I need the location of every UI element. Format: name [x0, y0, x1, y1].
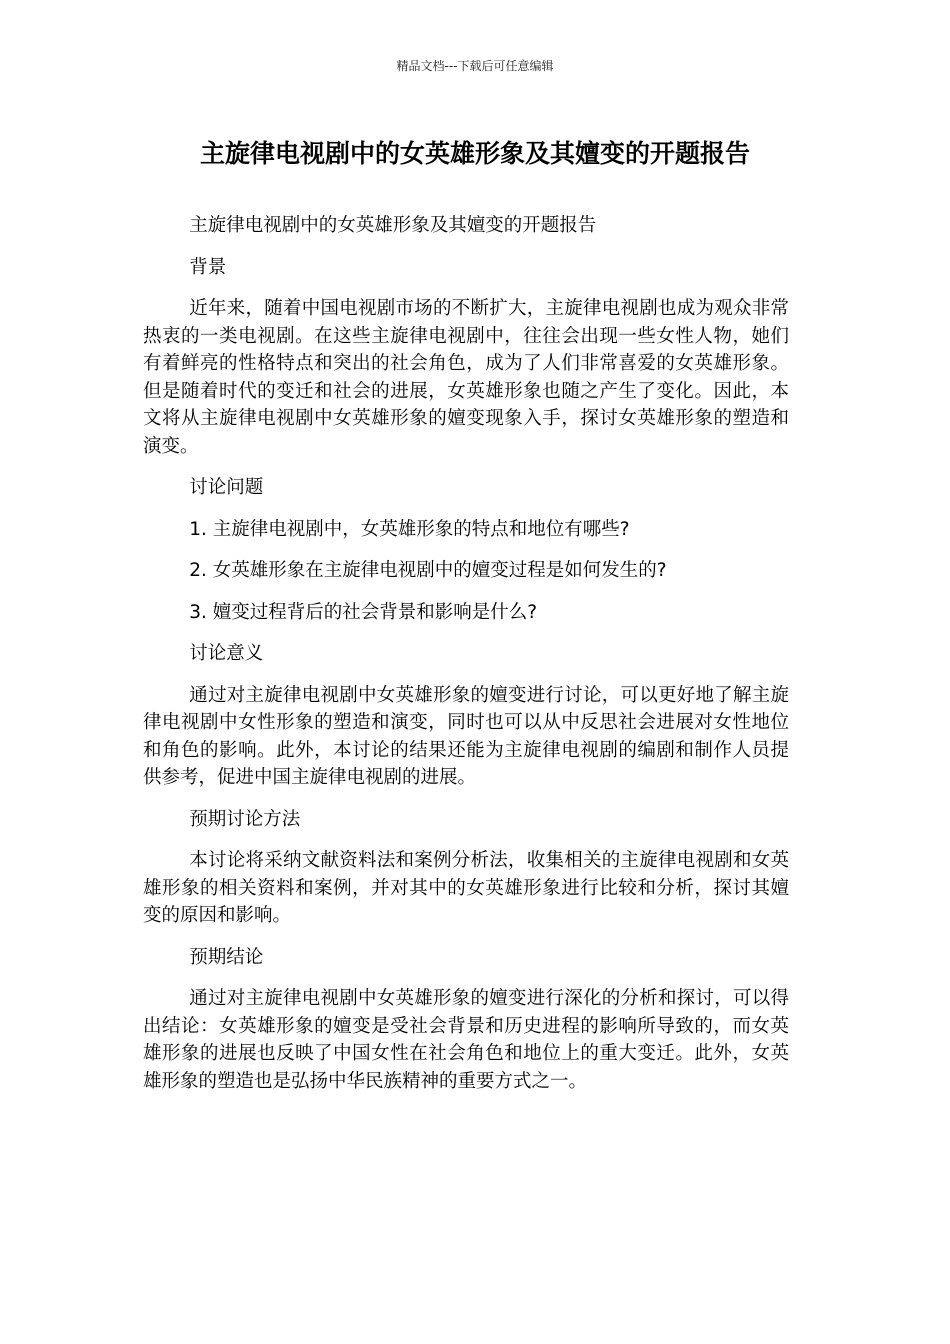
question-item-3: 3. 嬗变过程背后的社会背景和影响是什么? — [189, 601, 538, 623]
section-heading-methods: 预期讨论方法 — [189, 808, 301, 830]
subtitle-paragraph: 主旋律电视剧中的女英雄形象及其嬗变的开题报告 — [189, 215, 597, 236]
question-item-2: 2. 女英雄形象在主旋律电视剧中的嬗变过程是如何发生的? — [189, 560, 667, 581]
section-heading-conclusion: 预期结论 — [189, 946, 264, 968]
section-heading-background: 背景 — [189, 256, 227, 278]
section-heading-questions: 讨论问题 — [189, 477, 264, 498]
document-body — [143, 212, 789, 1109]
document-title: 主旋律电视剧中的女英雄形象及其嬗变的开题报告 — [199, 139, 750, 168]
body-paragraph-background: 近年来，随着中国电视剧市场的不断扩大，主旋律电视剧也成为观众非常热衷的一类电视剧。在这些主旋律电视剧中，往往会出现一些女性人物，她们有着鲜亮的性格特点和突出的社会角色，成为了人们非常喜爱的女英雄形象。但是随着时代的变迁和社会的进展，女英雄形象也随之产生了变化。因此，本文将从主旋律电视剧中女英雄形象的嬗变现象入手，探讨女英雄形象的塑造和演变。 — [143, 298, 789, 457]
body-paragraph-conclusion: 通过对主旋律电视剧中女英雄形象的嬗变进行深化的分析和探讨，可以得出结论：女英雄形象的嬗变是受社会背景和历史进程的影响所导致的，而女英雄形象的进展也反映了中国女性在社会角色和地位上的重大变迁。此外，女英雄形象的塑造也是弘扬中华民族精神的重要方式之一。 — [143, 988, 789, 1092]
body-paragraph-significance: 通过对主旋律电视剧中女英雄形象的嬗变进行讨论，可以更好地了解主旋律电视剧中女性形象的塑造和演变，同时也可以从中反思社会进展对女性地位和角色的影响。此外，本讨论的结果还能为主旋律电视剧的编剧和制作人员提供参考，促进中国主旋律电视剧的进展。 — [143, 684, 789, 788]
question-item-1: 1. 主旋律电视剧中，女英雄形象的特点和地位有哪些? — [189, 518, 630, 540]
section-heading-significance: 讨论意义 — [189, 643, 264, 664]
body-paragraph-methods: 本讨论将采纳文献资料法和案例分析法，收集相关的主旋律电视剧和女英雄形象的相关资料和案例，并对其中的女英雄形象进行比较和分析，探讨其嬗变的原因和影响。 — [143, 850, 789, 926]
header-note: 精品文档---下载后可任意编辑 — [396, 59, 554, 73]
